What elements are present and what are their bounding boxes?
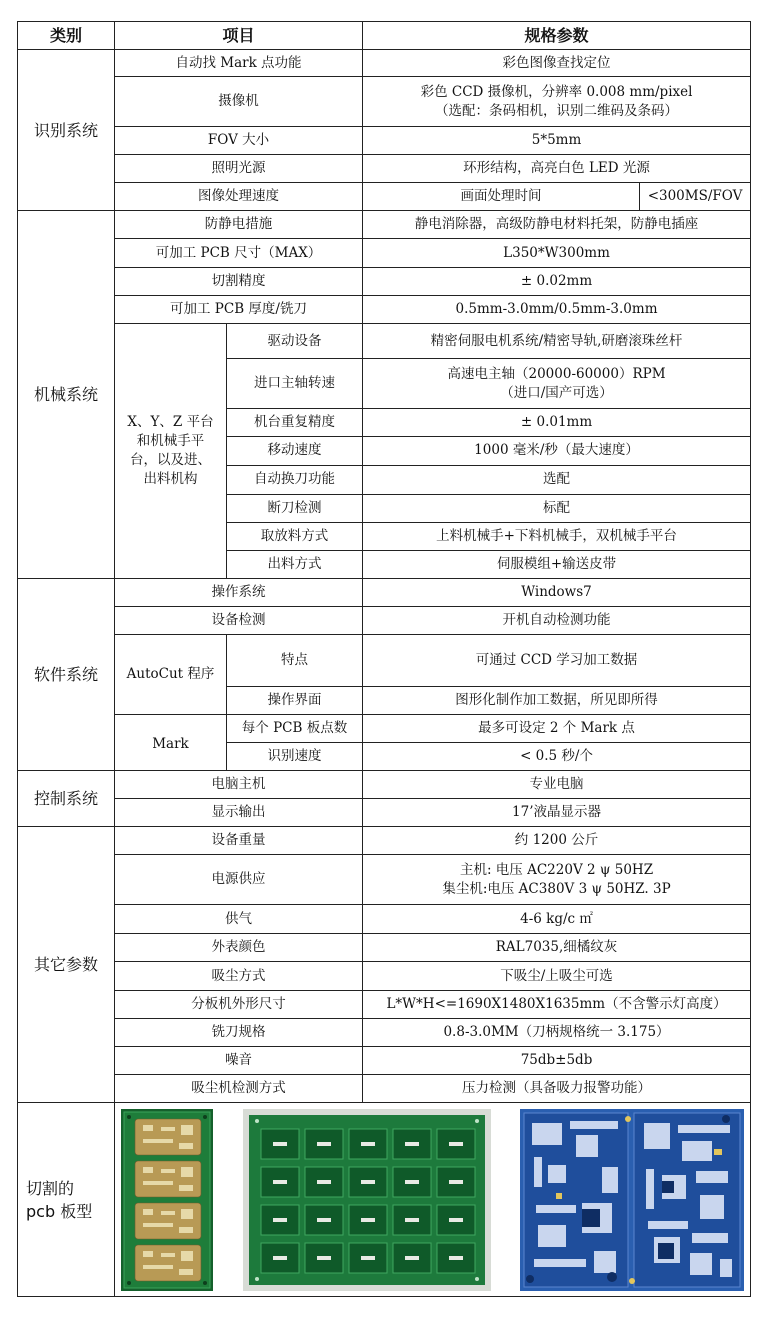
platform-label: X、Y、Z 平台 和机械手平 台，以及进、 出料机构	[115, 324, 227, 578]
item-cell: 取放料方式	[227, 522, 363, 550]
item-cell: 每个 PCB 板点数	[227, 714, 363, 742]
table-row	[18, 211, 751, 239]
spec-cell: ± 0.02mm	[363, 268, 751, 296]
item-cell: 分板机外形尺寸	[115, 991, 363, 1019]
item-cell: 吸尘方式	[115, 962, 363, 991]
table-row	[18, 798, 751, 826]
header-category: 类别	[18, 22, 115, 50]
spec-cell: 伺服模组+输送皮带	[363, 550, 751, 578]
table-row	[18, 606, 751, 634]
pcb-photo-green-grid	[243, 1109, 491, 1291]
item-cell: 自动找 Mark 点功能	[115, 50, 363, 77]
spec-cell: Windows7	[363, 578, 751, 606]
spec-cell: L*W*H<=1690X1480X1635mm（不含警示灯高度）	[363, 991, 751, 1019]
item-cell: 图像处理速度	[115, 183, 363, 211]
item-cell: 可加工 PCB 尺寸（MAX）	[115, 239, 363, 268]
item-cell: 摄像机	[115, 77, 363, 127]
item-cell: 铣刀规格	[115, 1019, 363, 1047]
item-cell: 驱动设备	[227, 324, 363, 359]
item-cell: 机台重复精度	[227, 409, 363, 436]
spec-cell: ± 0.01mm	[363, 409, 751, 436]
pcb-photo-green-strip	[121, 1109, 213, 1291]
category-software: 软件系统	[18, 578, 115, 770]
category-recognition: 识别系统	[18, 50, 115, 211]
item-cell: 进口主轴转速	[227, 359, 363, 409]
item-cell: 电脑主机	[115, 770, 363, 798]
item-cell: 断刀检测	[227, 494, 363, 522]
item-cell: 防静电措施	[115, 211, 363, 239]
item-cell: 外表颜色	[115, 934, 363, 962]
table-row	[18, 855, 751, 905]
spec-line: 主机: 电压 AC220V 2 ψ 50HZ	[459, 861, 654, 878]
table-row	[18, 127, 751, 155]
category-pcb: 切割的 pcb 板型	[18, 1103, 115, 1297]
header-item: 项目	[115, 22, 363, 50]
mark-label: Mark	[115, 714, 227, 770]
category-control: 控制系统	[18, 770, 115, 826]
spec-cell: 下吸尘/上吸尘可选	[363, 962, 751, 991]
item-cell: 操作界面	[227, 686, 363, 714]
spec-cell: 可通过 CCD 学习加工数据	[363, 634, 751, 686]
spec-cell: 最多可设定 2 个 Mark 点	[363, 714, 751, 742]
item-cell: 移动速度	[227, 436, 363, 465]
spec-cell: RAL7035,细橘纹灰	[363, 934, 751, 962]
spec-cell: 开机自动检测功能	[363, 606, 751, 634]
table-row	[18, 324, 751, 359]
spec-cell: 1000 毫米/秒（最大速度）	[363, 436, 751, 465]
spec-line: 彩色 CCD 摄像机，分辨率 0.008 mm/pixel	[420, 83, 693, 100]
table-row	[18, 934, 751, 962]
spec-cell: < 0.5 秒/个	[363, 742, 751, 770]
item-cell: 设备检测	[115, 606, 363, 634]
table-row	[18, 50, 751, 77]
spec-cell: 压力检测（具备吸力报警功能）	[363, 1075, 751, 1103]
category-other: 其它参数	[18, 826, 115, 1102]
spec-cell	[363, 855, 751, 905]
item-cell: 设备重量	[115, 826, 363, 854]
table-row	[18, 1019, 751, 1047]
item-cell: 出料方式	[227, 550, 363, 578]
table-row	[18, 296, 751, 324]
spec-line: （进口/国产可选）	[500, 384, 613, 401]
spec-cell: L350*W300mm	[363, 239, 751, 268]
item-cell: 自动换刀功能	[227, 465, 363, 494]
spec-cell: 17’液晶显示器	[363, 798, 751, 826]
spec-cell: 选配	[363, 465, 751, 494]
item-cell: 照明光源	[115, 155, 363, 183]
pcb-photo-blue-board	[520, 1109, 744, 1291]
spec-cell: 专业电脑	[363, 770, 751, 798]
spec-cell: 图形化制作加工数据，所见即所得	[363, 686, 751, 714]
item-cell: 可加工 PCB 厚度/铣刀	[115, 296, 363, 324]
spec-cell: 标配	[363, 494, 751, 522]
pcb-row	[18, 1103, 751, 1297]
table-row	[18, 1075, 751, 1103]
item-cell: 吸尘机检测方式	[115, 1075, 363, 1103]
spec-line: 高速电主轴（20000-60000）RPM	[447, 365, 666, 382]
table-row	[18, 962, 751, 991]
item-cell: 显示输出	[115, 798, 363, 826]
spec-cell: 75db±5db	[363, 1047, 751, 1075]
spec-line: 集尘机:电压 AC380V 3 ψ 50HZ. 3P	[442, 880, 671, 897]
header-spec: 规格参数	[363, 22, 751, 50]
spec-cell: 精密伺服电机系统/精密导轨,研磨滚珠丝杆	[363, 324, 751, 359]
spec-cell: 画面处理时间	[363, 183, 640, 211]
table-row	[18, 578, 751, 606]
item-cell: 识别速度	[227, 742, 363, 770]
table-row	[18, 634, 751, 686]
spec-cell: 0.8-3.0MM（刀柄规格统一 3.175）	[363, 1019, 751, 1047]
table-row	[18, 155, 751, 183]
table-row	[18, 183, 751, 211]
table-row	[18, 1047, 751, 1075]
spec-cell: 5*5mm	[363, 127, 751, 155]
spec-line: （选配：条码相机，识别二维码及条码）	[435, 102, 679, 119]
spec-cell: 彩色图像查找定位	[363, 50, 751, 77]
table-row	[18, 905, 751, 934]
item-cell: FOV 大小	[115, 127, 363, 155]
table-row	[18, 826, 751, 854]
category-mechanical: 机械系统	[18, 211, 115, 578]
spec-cell	[363, 359, 751, 409]
spec-cell: 静电消除器，高级防静电材料托架，防静电插座	[363, 211, 751, 239]
table-row	[18, 991, 751, 1019]
pcb-images-cell	[115, 1103, 751, 1297]
autocut-label: AutoCut 程序	[115, 634, 227, 714]
header-row	[18, 22, 751, 50]
table-row	[18, 77, 751, 127]
item-cell: 噪音	[115, 1047, 363, 1075]
table-row	[18, 770, 751, 798]
spec-table	[17, 21, 751, 1297]
spec-value-cell: <300MS/FOV	[640, 183, 751, 211]
spec-cell: 上料机械手+下料机械手，双机械手平台	[363, 522, 751, 550]
table-row	[18, 239, 751, 268]
spec-cell: 0.5mm-3.0mm/0.5mm-3.0mm	[363, 296, 751, 324]
spec-cell: 环形结构，高亮白色 LED 光源	[363, 155, 751, 183]
spec-cell	[363, 77, 751, 127]
spec-cell: 约 1200 公斤	[363, 826, 751, 854]
item-cell: 特点	[227, 634, 363, 686]
item-cell: 操作系统	[115, 578, 363, 606]
item-cell: 供气	[115, 905, 363, 934]
table-row	[18, 714, 751, 742]
item-cell: 切割精度	[115, 268, 363, 296]
table-row	[18, 268, 751, 296]
item-cell: 电源供应	[115, 855, 363, 905]
spec-cell: 4-6 kg/c ㎡	[363, 905, 751, 934]
